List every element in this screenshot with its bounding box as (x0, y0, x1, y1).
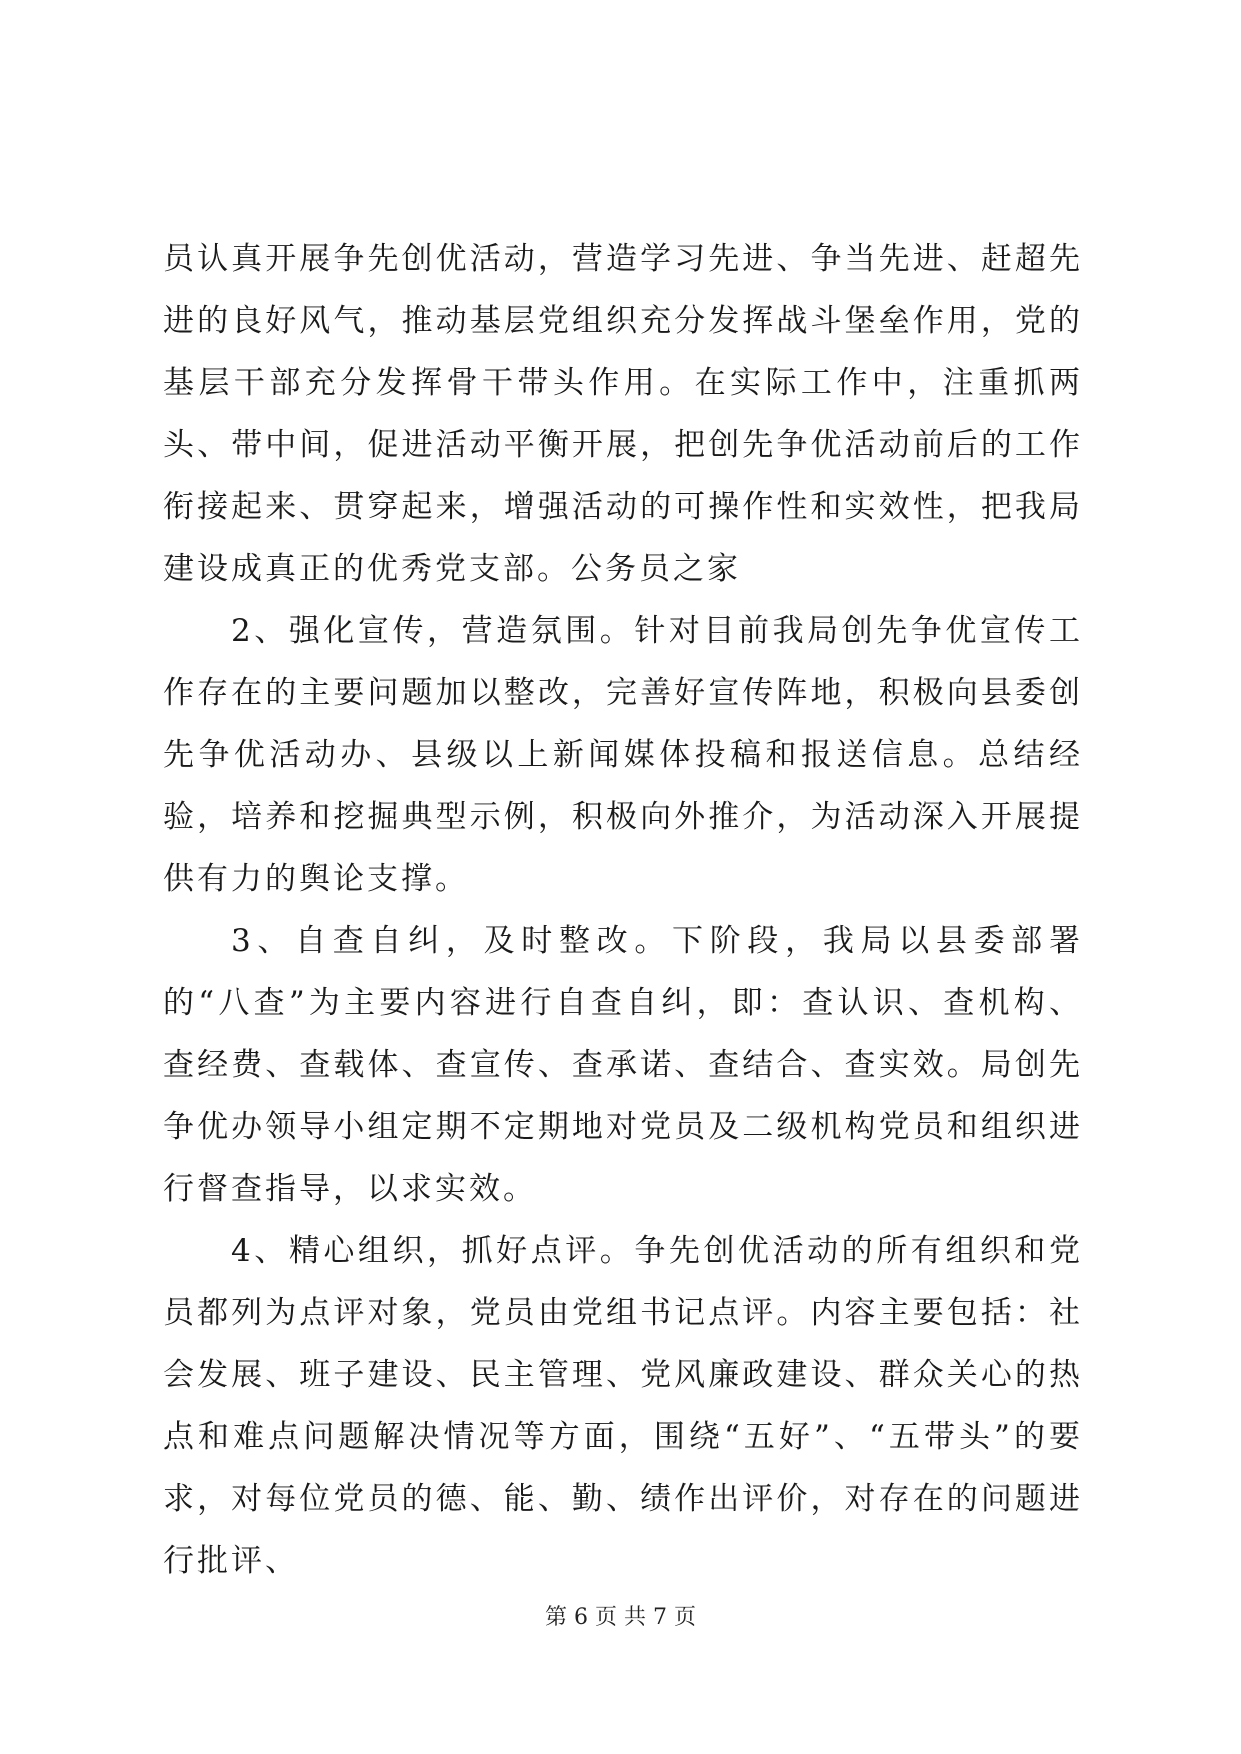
paragraph-3: 3、自查自纠，及时整改。下阶段，我局以县委部署的“八查”为主要内容进行自查自纠，即：查认识、查机构、查经费、查载体、查宣传、查承诺、查结合、查实效。局创先争优办领导小组定期不定期地对党员及二级机构党员和组织进行督查指导，以求实效。 (163, 923, 1083, 1207)
document-body (163, 228, 1083, 1592)
page-footer (0, 1600, 1241, 1631)
paragraph-2: 2、强化宣传，营造氛围。针对目前我局创先争优宣传工作存在的主要问题加以整改，完善好宣传阵地，积极向县委创先争优活动办、县级以上新闻媒体投稿和报送信息。总结经验，培养和挖掘典型示例，积极向外推介，为活动深入开展提供有力的舆论支撑。 (163, 613, 1083, 897)
paragraph-1: 员认真开展争先创优活动，营造学习先进、争当先进、赶超先进的良好风气，推动基层党组织充分发挥战斗堡垒作用，党的基层干部充分发挥骨干带头作用。在实际工作中，注重抓两头、带中间，促进活动平衡开展，把创先争优活动前后的工作衔接起来、贯穿起来，增强活动的可操作性和实效性，把我局建设成真正的优秀党支部。公务员之家 (163, 241, 1083, 587)
page-number: 第 6 页 共 7 页 (545, 1605, 696, 1630)
paragraph-4: 4、精心组织，抓好点评。争先创优活动的所有组织和党员都列为点评对象，党员由党组书记点评。内容主要包括：社会发展、班子建设、民主管理、党风廉政建设、群众关心的热点和难点问题解决情况等方面，围绕“五好”、“五带头”的要求，对每位党员的德、能、勤、绩作出评价，对存在的问题进行批评、 (163, 1233, 1083, 1579)
